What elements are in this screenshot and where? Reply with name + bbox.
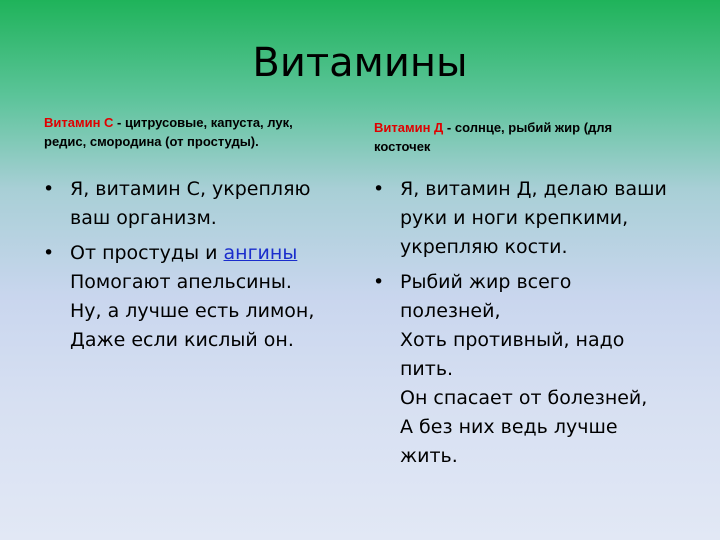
vitamin-d-item-1: Я, витамин Д, делаю ваши руки и ноги крепкими, укрепляю кости. xyxy=(400,178,667,258)
poem-line-1-text: От простуды и xyxy=(70,242,224,264)
angina-link[interactable]: ангины xyxy=(223,242,298,264)
poem-line-3: Ну, а лучше есть лимон, xyxy=(70,300,315,322)
poem-line-4: Даже если кислый он. xyxy=(70,329,294,351)
poem-line-1 xyxy=(70,239,343,268)
list-item xyxy=(373,175,673,262)
list-item xyxy=(373,268,673,471)
vitamin-d-list xyxy=(373,175,673,477)
vitamin-d-label: Витамин Д xyxy=(374,120,444,135)
bullet-icon: • xyxy=(43,242,55,264)
poem-line-1: Рыбий жир всего полезней, xyxy=(400,271,572,322)
bullet-icon: • xyxy=(43,178,55,200)
bullet-icon: • xyxy=(373,271,385,293)
poem-line-2: Помогают апельсины. xyxy=(70,271,292,293)
list-item xyxy=(43,239,343,355)
vitamin-c-list xyxy=(43,175,343,361)
vitamin-c-item-1: Я, витамин С, укрепляю ваш организм. xyxy=(70,178,311,229)
vitamin-c-sources: - цитрусовые, капуста, лук, редис, смородина (от простуды). xyxy=(44,115,293,149)
vitamin-c-label: Витамин С xyxy=(44,115,114,130)
poem-line-2: Хоть противный, надо пить. xyxy=(400,329,625,380)
vitamin-d-sources: - солнце, рыбий жир (для косточек xyxy=(374,120,613,154)
list-item xyxy=(43,175,343,233)
poem-line-3: Он спасает от болезней, xyxy=(400,387,648,409)
poem-line-4: А без них ведь лучше жить. xyxy=(400,416,618,467)
bullet-icon: • xyxy=(373,178,385,200)
vitamin-c-heading xyxy=(44,113,334,151)
vitamin-d-heading xyxy=(374,118,664,156)
slide-title: Витамины xyxy=(252,40,468,86)
